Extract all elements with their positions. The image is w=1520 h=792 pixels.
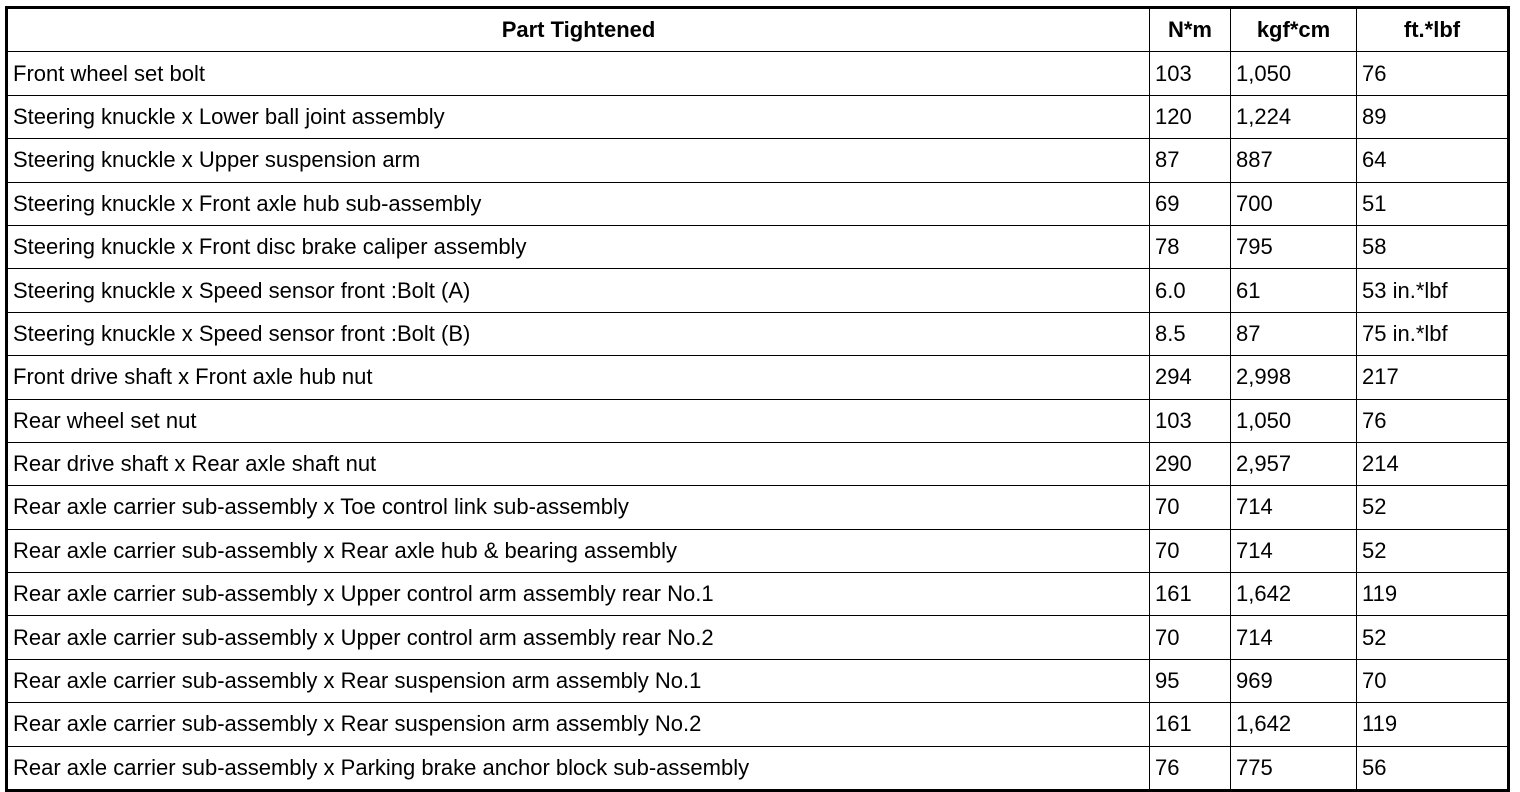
cell-part-tightened: Steering knuckle x Speed sensor front :Bolt (A) <box>7 269 1150 312</box>
cell-nm: 6.0 <box>1150 269 1231 312</box>
cell-part-tightened: Rear axle carrier sub-assembly x Upper control arm assembly rear No.1 <box>7 573 1150 616</box>
cell-kgf-cm: 2,998 <box>1231 356 1357 399</box>
cell-nm: 95 <box>1150 659 1231 702</box>
cell-kgf-cm: 887 <box>1231 139 1357 182</box>
cell-kgf-cm: 795 <box>1231 225 1357 268</box>
cell-kgf-cm: 775 <box>1231 746 1357 790</box>
cell-part-tightened: Steering knuckle x Front disc brake caliper assembly <box>7 225 1150 268</box>
table-row <box>7 746 1509 790</box>
cell-part-tightened: Steering knuckle x Speed sensor front :Bolt (B) <box>7 312 1150 355</box>
cell-kgf-cm: 1,642 <box>1231 703 1357 746</box>
cell-part-tightened: Steering knuckle x Lower ball joint assembly <box>7 95 1150 138</box>
cell-kgf-cm: 714 <box>1231 529 1357 572</box>
table-row <box>7 616 1509 659</box>
cell-ft-lbf: 52 <box>1357 529 1509 572</box>
cell-ft-lbf: 214 <box>1357 442 1509 485</box>
table-row <box>7 312 1509 355</box>
table-header <box>7 8 1509 52</box>
cell-ft-lbf: 70 <box>1357 659 1509 702</box>
cell-nm: 76 <box>1150 746 1231 790</box>
cell-ft-lbf: 119 <box>1357 703 1509 746</box>
cell-kgf-cm: 1,050 <box>1231 399 1357 442</box>
cell-kgf-cm: 969 <box>1231 659 1357 702</box>
table-row <box>7 703 1509 746</box>
cell-kgf-cm: 2,957 <box>1231 442 1357 485</box>
cell-ft-lbf: 217 <box>1357 356 1509 399</box>
cell-part-tightened: Rear axle carrier sub-assembly x Toe control link sub-assembly <box>7 486 1150 529</box>
cell-kgf-cm: 61 <box>1231 269 1357 312</box>
cell-part-tightened: Front wheel set bolt <box>7 52 1150 95</box>
cell-nm: 161 <box>1150 573 1231 616</box>
cell-kgf-cm: 1,642 <box>1231 573 1357 616</box>
cell-nm: 8.5 <box>1150 312 1231 355</box>
cell-nm: 70 <box>1150 486 1231 529</box>
table-row <box>7 52 1509 95</box>
table-body <box>7 52 1509 791</box>
table-row <box>7 659 1509 702</box>
cell-nm: 69 <box>1150 182 1231 225</box>
torque-spec-table <box>5 6 1510 792</box>
cell-part-tightened: Rear axle carrier sub-assembly x Parking brake anchor block sub-assembly <box>7 746 1150 790</box>
cell-kgf-cm: 87 <box>1231 312 1357 355</box>
cell-part-tightened: Rear axle carrier sub-assembly x Upper control arm assembly rear No.2 <box>7 616 1150 659</box>
cell-kgf-cm: 1,050 <box>1231 52 1357 95</box>
table-row <box>7 442 1509 485</box>
cell-kgf-cm: 714 <box>1231 616 1357 659</box>
cell-nm: 70 <box>1150 616 1231 659</box>
table-row <box>7 486 1509 529</box>
header-kgf-cm: kgf*cm <box>1231 8 1357 52</box>
cell-part-tightened: Steering knuckle x Upper suspension arm <box>7 139 1150 182</box>
cell-ft-lbf: 52 <box>1357 486 1509 529</box>
header-ft-lbf: ft.*lbf <box>1357 8 1509 52</box>
cell-ft-lbf: 75 in.*lbf <box>1357 312 1509 355</box>
cell-ft-lbf: 76 <box>1357 399 1509 442</box>
cell-nm: 290 <box>1150 442 1231 485</box>
cell-ft-lbf: 56 <box>1357 746 1509 790</box>
cell-ft-lbf: 53 in.*lbf <box>1357 269 1509 312</box>
cell-part-tightened: Rear axle carrier sub-assembly x Rear suspension arm assembly No.1 <box>7 659 1150 702</box>
table-row <box>7 139 1509 182</box>
cell-ft-lbf: 119 <box>1357 573 1509 616</box>
header-part-tightened: Part Tightened <box>7 8 1150 52</box>
cell-part-tightened: Rear drive shaft x Rear axle shaft nut <box>7 442 1150 485</box>
cell-nm: 120 <box>1150 95 1231 138</box>
table-row <box>7 182 1509 225</box>
cell-part-tightened: Steering knuckle x Front axle hub sub-assembly <box>7 182 1150 225</box>
cell-part-tightened: Rear wheel set nut <box>7 399 1150 442</box>
cell-kgf-cm: 700 <box>1231 182 1357 225</box>
cell-nm: 103 <box>1150 399 1231 442</box>
cell-nm: 103 <box>1150 52 1231 95</box>
header-row <box>7 8 1509 52</box>
table-row <box>7 573 1509 616</box>
cell-ft-lbf: 58 <box>1357 225 1509 268</box>
cell-ft-lbf: 51 <box>1357 182 1509 225</box>
cell-nm: 70 <box>1150 529 1231 572</box>
cell-ft-lbf: 76 <box>1357 52 1509 95</box>
table-row <box>7 529 1509 572</box>
cell-part-tightened: Front drive shaft x Front axle hub nut <box>7 356 1150 399</box>
table-row <box>7 95 1509 138</box>
cell-ft-lbf: 89 <box>1357 95 1509 138</box>
cell-nm: 294 <box>1150 356 1231 399</box>
header-nm: N*m <box>1150 8 1231 52</box>
cell-part-tightened: Rear axle carrier sub-assembly x Rear suspension arm assembly No.2 <box>7 703 1150 746</box>
table-row <box>7 225 1509 268</box>
table-row <box>7 399 1509 442</box>
table-row <box>7 356 1509 399</box>
cell-ft-lbf: 52 <box>1357 616 1509 659</box>
cell-nm: 78 <box>1150 225 1231 268</box>
cell-kgf-cm: 1,224 <box>1231 95 1357 138</box>
cell-part-tightened: Rear axle carrier sub-assembly x Rear axle hub & bearing assembly <box>7 529 1150 572</box>
table-row <box>7 269 1509 312</box>
cell-ft-lbf: 64 <box>1357 139 1509 182</box>
cell-nm: 87 <box>1150 139 1231 182</box>
cell-kgf-cm: 714 <box>1231 486 1357 529</box>
cell-nm: 161 <box>1150 703 1231 746</box>
